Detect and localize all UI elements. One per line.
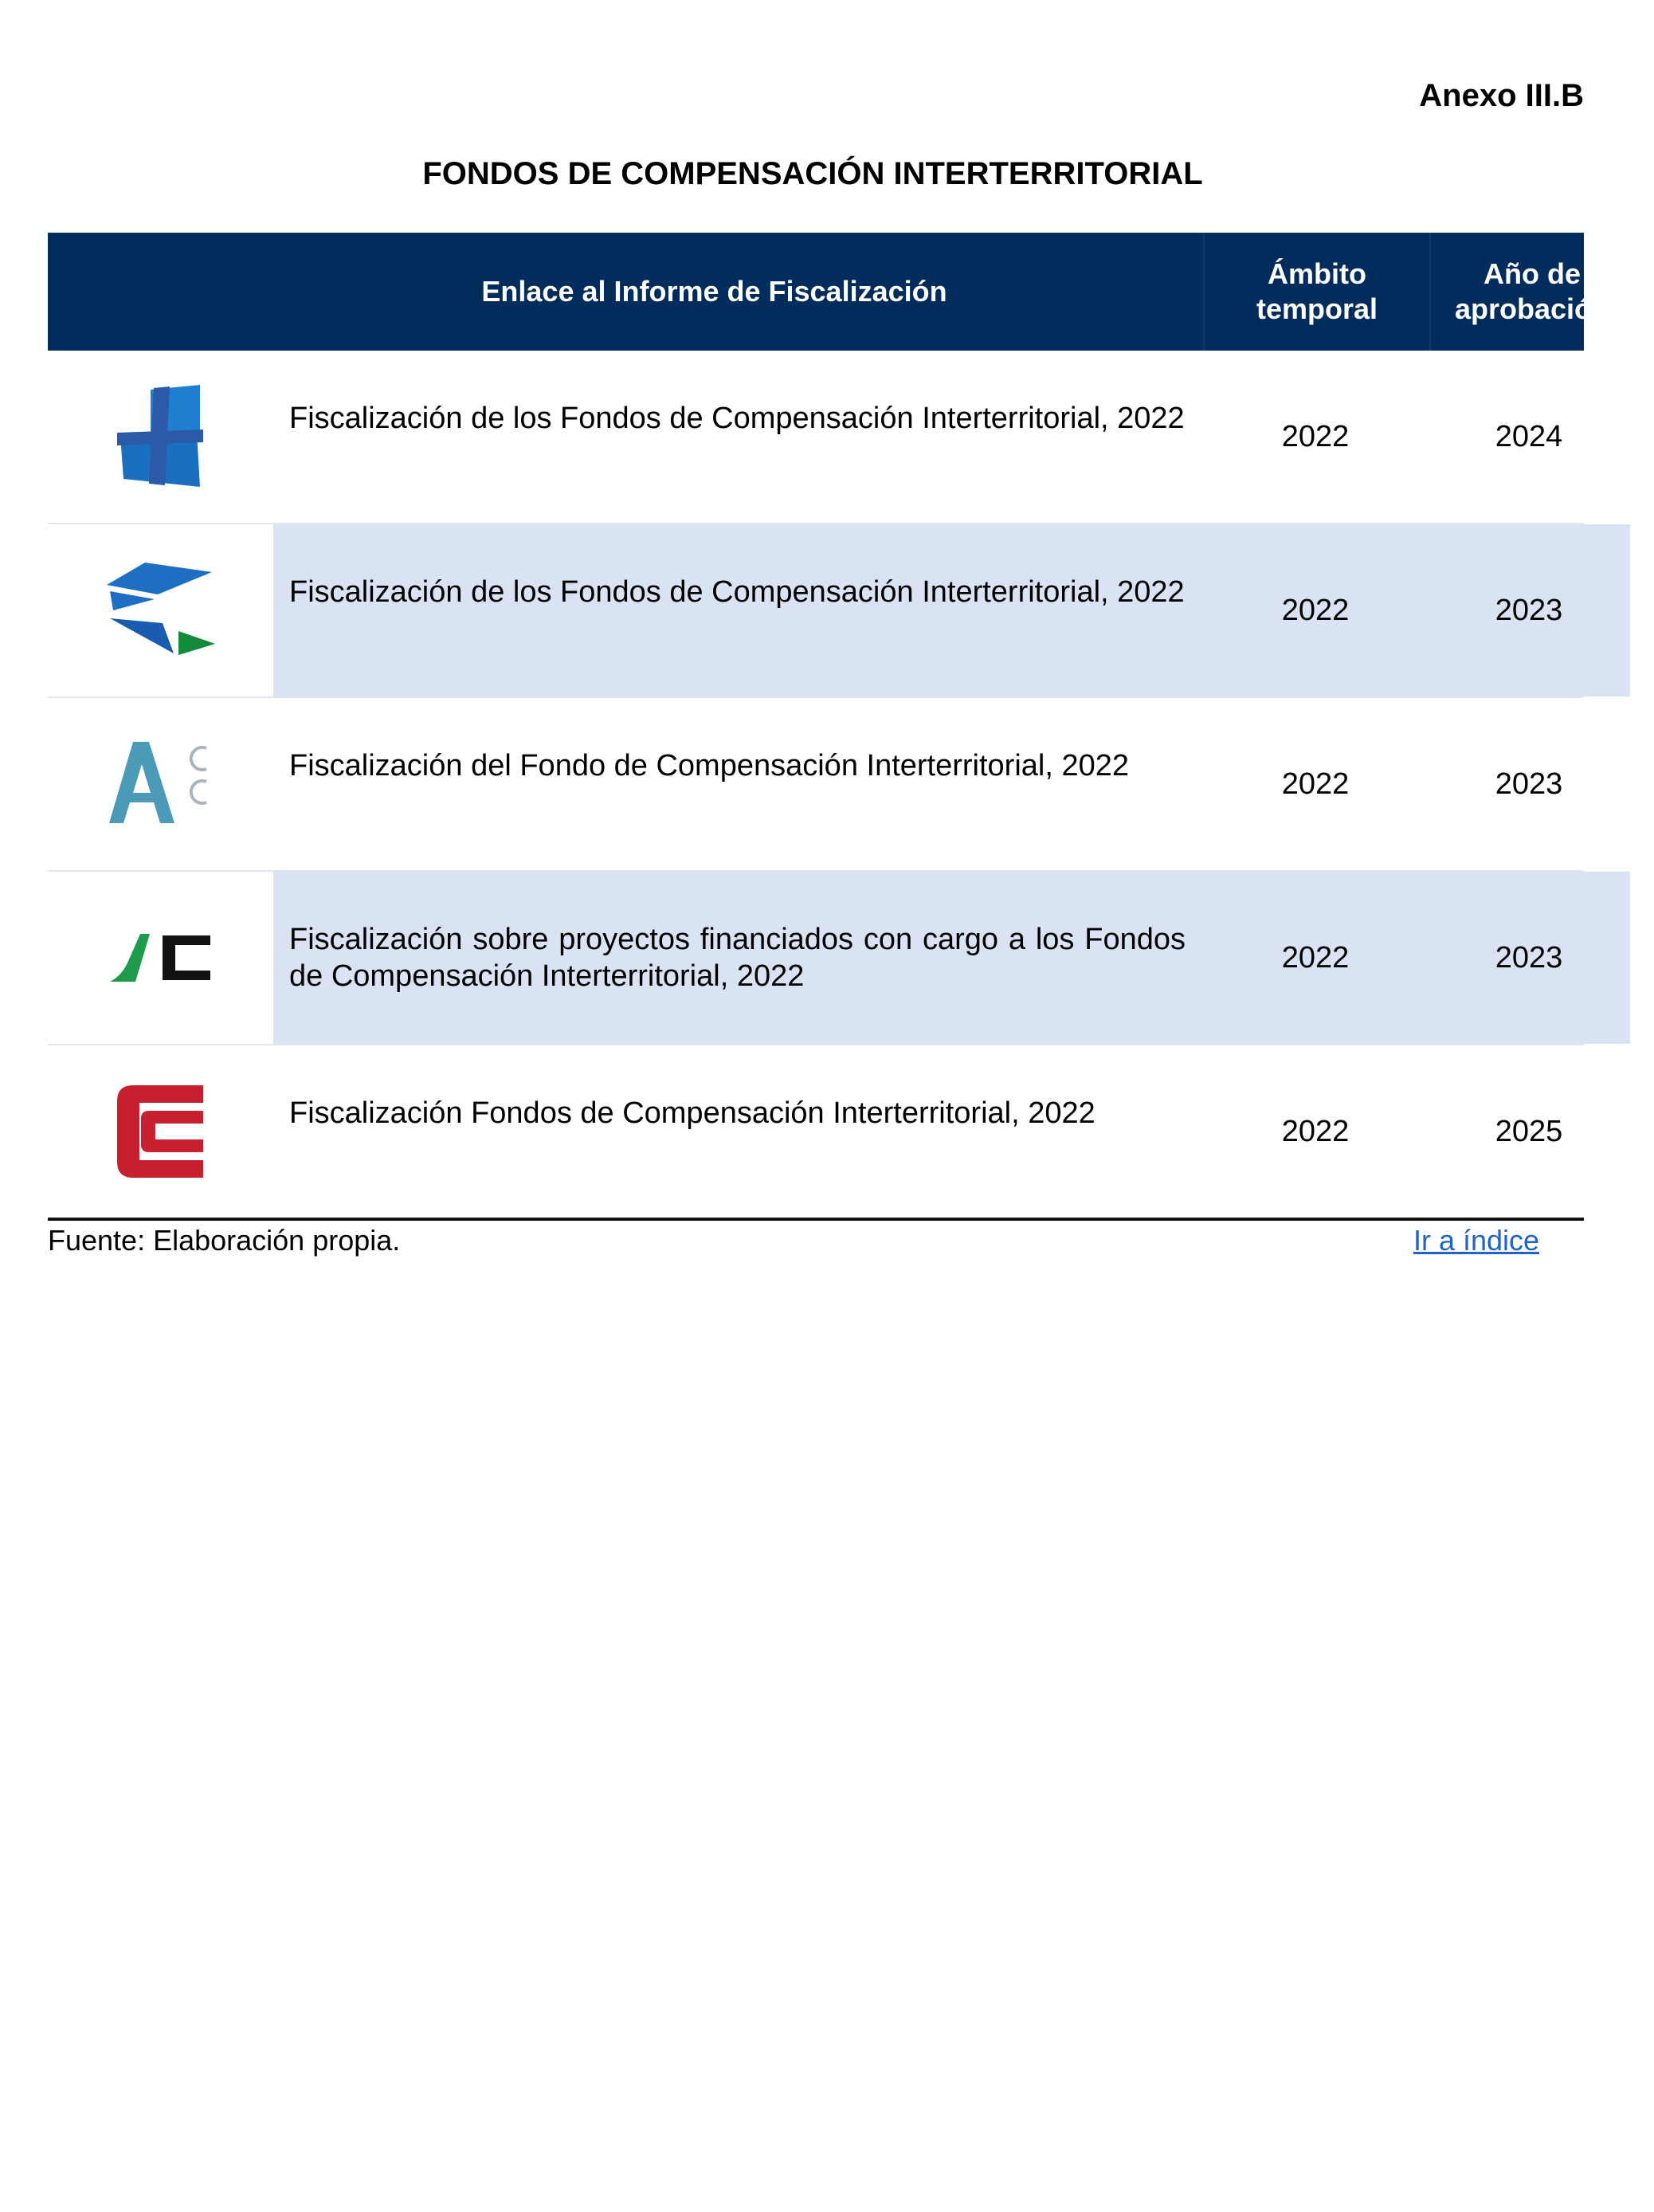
ano-value: 2023 [1428,872,1630,1044]
report-link-text[interactable]: Fiscalización sobre proyectos financiados con cargo a los Fondos de Compensación Interterritorial, 2022 [273,872,1203,1044]
sc-letters-emblem-icon [108,932,214,983]
table-row [48,698,1584,872]
table-row [48,1045,1584,1221]
table-header [48,233,1610,351]
header-ano: Año de aprobación [1429,233,1633,351]
table-row [48,351,1584,524]
go-to-index-link[interactable]: Ir a índice [1413,1224,1540,1257]
blue-chevron-emblem-icon [107,563,215,658]
ano-value: 2023 [1495,767,1563,801]
source-note: Fuente: Elaboración propia. [48,1224,401,1257]
ambito-value: 2022 [1203,872,1428,1044]
annex-label: Anexo III.B [1419,78,1584,113]
ambito-value: 2022 [1281,1114,1350,1148]
blue-cross-emblem-icon [117,385,205,488]
ano-value: 2023 [1428,524,1630,696]
report-link-text[interactable]: Fiscalización de los Fondos de Compensación Interterritorial, 2022 [289,402,1185,435]
header-ambito: Ámbito temporal [1203,233,1429,351]
header-link: Enlace al Informe de Fiscalización [481,275,947,308]
report-link-text[interactable]: Fiscalización Fondos de Compensación Interterritorial, 2022 [289,1096,1095,1130]
table-row [48,524,1584,698]
page-title: FONDOS DE COMPENSACIÓN INTERTERRITORIAL [422,156,1203,191]
ano-value: 2025 [1495,1114,1563,1148]
ambito-value: 2022 [1281,419,1350,453]
ambito-value: 2022 [1281,767,1350,801]
ano-value: 2024 [1495,419,1563,453]
header-logo-cell [48,233,273,351]
table-row [48,872,1584,1045]
report-link-text[interactable]: Fiscalización de los Fondos de Compensación Interterritorial, 2022 [273,524,1203,696]
reports-table [48,233,1610,1221]
red-cc-emblem-icon [117,1085,205,1178]
ambito-value: 2022 [1203,524,1428,696]
ac-letters-emblem-icon [109,740,213,828]
report-link-text[interactable]: Fiscalización del Fondo de Compensación Interterritorial, 2022 [289,749,1129,782]
